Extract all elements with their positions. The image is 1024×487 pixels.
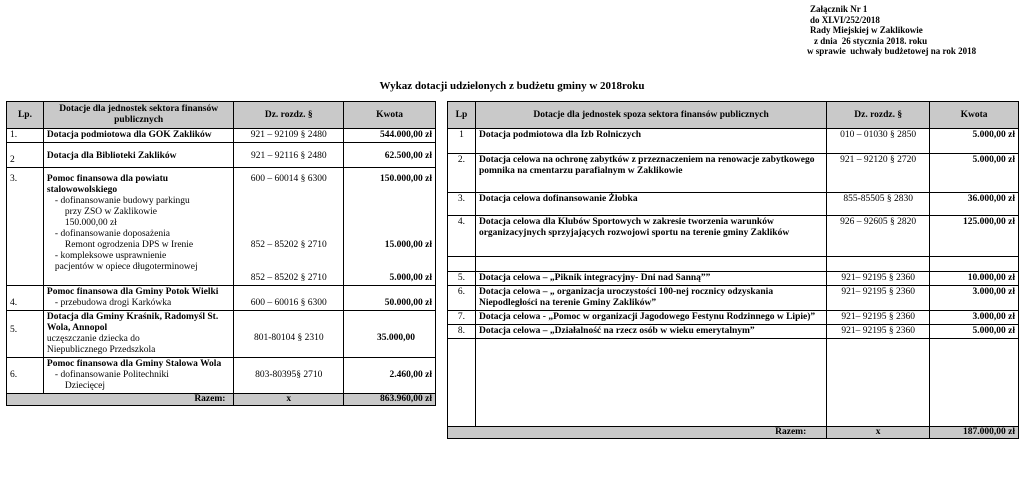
total-code: x: [234, 394, 344, 406]
row-subitem: pacjentów w opiece długoterminowej: [54, 262, 198, 272]
table-row: [448, 193, 1019, 216]
row-amount: 2.460,00 zł: [344, 358, 436, 394]
row-lp: 3.: [448, 193, 476, 216]
row-code: 921– 92195 § 2360: [827, 286, 930, 311]
attachment-line-1: Załącznik Nr 1: [810, 4, 868, 14]
table-row: [448, 311, 1019, 325]
row-lp: 8.: [448, 325, 476, 339]
row-amount: 5.000,00 zł: [930, 129, 1019, 154]
table-row: [448, 286, 1019, 311]
row-lp: 1: [448, 129, 476, 154]
row-desc: Pomoc finansowa dla Gminy Stalowa Wola: [46, 359, 222, 369]
row-subitem: uczęszczanie dziecka do: [46, 334, 140, 344]
row-desc: Dotacja celowa – „ organizacja uroczystości 100-nej rocznicy odzyskania Niepodległości na terenie Gminy Zaklików”: [475, 286, 826, 311]
row-subitem: przy ZSO w Zaklikowie: [64, 207, 157, 217]
row-subitem: - dofinansowanie doposażenia: [54, 229, 170, 239]
row-desc: Dotacja dla Biblioteki Zaklików: [43, 143, 234, 168]
row-amount: 125.000,00 zł: [930, 216, 1019, 257]
row-code: 855-85505 § 2830: [827, 193, 930, 216]
row-subitem: - dofinansowanie Politechniki: [54, 370, 169, 380]
row-desc: Dotacja celowa – „Działalność na rzecz osób w wieku emerytalnym”: [475, 325, 826, 339]
row-subitem: Niepublicznego Przedszkola: [46, 345, 156, 355]
row-code: 803-80395§ 2710: [234, 358, 344, 394]
row-amount: 5.000,00 zł: [930, 154, 1019, 193]
non-public-sector-grants-table: [447, 101, 1019, 439]
row-lp: 3.: [7, 168, 44, 286]
row-lp: 4.: [448, 216, 476, 257]
header-lp: Lp: [448, 102, 476, 129]
header-code: Dz. rozdz. §: [827, 102, 930, 129]
table-row: [7, 311, 436, 358]
total-amount: 187.000,00 zł: [930, 427, 1019, 439]
row-amount: 3.000,00 zł: [930, 286, 1019, 311]
row-desc: Dotacja celowa dofinansowanie Żłobka: [475, 193, 826, 216]
row-lp: 6.: [448, 286, 476, 311]
row-lp: 7.: [448, 311, 476, 325]
row-subitem: - kompleksowe usprawnienie: [54, 251, 167, 261]
row-amount: 3.000,00 zł: [930, 311, 1019, 325]
row-amount: 62.500,00 zł: [344, 143, 436, 168]
attachment-line-3: Rady Miejskiej w Zaklikowie: [810, 25, 923, 35]
row-desc: Dotacja dla Gminy Kraśnik, Radomyśl St. Wola, Annopol: [46, 312, 219, 333]
header-amount: Kwota: [930, 102, 1019, 129]
row-amount: 150.000,00 zł: [380, 174, 432, 184]
row-amount: 5.000,00 zł: [930, 325, 1019, 339]
row-desc: Dotacja celowa dla Klubów Sportowych w zakresie tworzenia warunków organizacyjnych sprzyjających rozwojowi sportu na terenie gminy Zaklików: [475, 216, 826, 257]
header-desc: Dotacje dla jednostek spoza sektora finansów publicznych: [475, 102, 826, 129]
row-amount: 5.000,00 zł: [389, 273, 432, 283]
attachment-line-5: w sprawie uchwały budżetowej na rok 2018: [807, 46, 977, 56]
row-code: 600 – 60016 § 6300: [234, 286, 344, 311]
row-amount: 36.000,00 zł: [930, 193, 1019, 216]
table-row: [7, 129, 436, 143]
total-label: Razem:: [7, 394, 234, 406]
table-row: [448, 325, 1019, 339]
row-code: 921 – 92109 § 2480: [234, 129, 344, 143]
row-subitem: - dofinansowanie budowy parkingu: [54, 196, 190, 206]
row-lp: 5.: [7, 311, 44, 358]
row-subitem: Dziecięcej: [64, 381, 105, 391]
total-row: [448, 427, 1019, 439]
row-desc: Dotacja celowa - „Pomoc w organizacji Jagodowego Festynu Rodzinnego w Lipie)”: [475, 311, 826, 325]
row-amount: 544.000,00 zł: [344, 129, 436, 143]
attachment-line-2: do XLVI/252/2018: [810, 14, 880, 25]
row-desc: Dotacja podmiotowa dla GOK Zaklików: [43, 129, 234, 143]
table-row: [448, 129, 1019, 154]
row-desc: Pomoc finansowa dla Gminy Potok Wielki: [46, 287, 219, 297]
row-amount: 35.000,00: [344, 311, 436, 358]
header-lp: Lp.: [7, 102, 44, 129]
row-code: 921– 92195 § 2360: [827, 311, 930, 325]
row-desc: Pomoc finansowa dla powiatu stalowowolskiego: [46, 174, 169, 195]
attachment-note: [807, 4, 977, 57]
header-desc: Dotacje dla jednostek sektora finansów publicznych: [43, 102, 234, 129]
page-title: Wykaz dotacji udzielonych z budżetu gminy w 2018roku: [379, 80, 645, 92]
row-lp: 4.: [7, 286, 44, 311]
row-code: 801-80104 § 2310: [234, 311, 344, 358]
row-amount: 10.000,00 zł: [930, 272, 1019, 286]
empty-row: [448, 339, 1019, 427]
table-row: [448, 272, 1019, 286]
row-lp: 5.: [448, 272, 476, 286]
total-label: Razem:: [448, 427, 827, 439]
header-amount: Kwota: [344, 102, 436, 129]
row-amount: 15.000,00 zł: [384, 240, 432, 250]
row-desc: Dotacja celowa na ochronę zabytków z przeznaczeniem na renowacje zabytkowego pomnika na cmentarzu parafialnym w Zaklikowie: [475, 154, 826, 193]
row-lp: 2: [7, 143, 44, 168]
row-desc: Dotacja podmiotowa dla Izb Rolniczych: [475, 129, 826, 154]
attachment-line-4: z dnia 26 stycznia 2018. roku: [814, 35, 928, 46]
row-code: 600 – 60014 § 6300: [250, 174, 327, 184]
table-row: [7, 286, 436, 311]
row-subitem: 150.000,00 zł: [64, 218, 117, 228]
row-subitem: Remont ogrodzenia DPS w Irenie: [64, 240, 194, 250]
row-code: 921 – 92120 § 2720: [827, 154, 930, 193]
header-code: Dz. rozdz. §: [234, 102, 344, 129]
row-lp: 1.: [7, 129, 44, 143]
table-row: [448, 216, 1019, 257]
table-row: [448, 154, 1019, 193]
row-code: 852 – 85202 § 2710: [250, 240, 327, 250]
table-row: [7, 168, 436, 286]
total-amount: 863.960,00 zł: [344, 394, 436, 406]
table-header-row: [7, 102, 436, 129]
table-row: [7, 143, 436, 168]
total-code: x: [827, 427, 930, 439]
row-code: 852 – 85202 § 2710: [250, 273, 327, 283]
row-lp: 6.: [7, 358, 44, 394]
row-code: 921 – 92116 § 2480: [234, 143, 344, 168]
row-code: 921– 92195 § 2360: [827, 325, 930, 339]
table-header-row: [448, 102, 1019, 129]
row-desc: Dotacja celowa – „Piknik integracyjny- Dni nad Sanną””: [475, 272, 826, 286]
row-amount: 50.000,00 zł: [344, 286, 436, 311]
spacer-row: [448, 257, 1019, 272]
row-code: 921– 92195 § 2360: [827, 272, 930, 286]
total-row: [7, 394, 436, 406]
public-sector-grants-table: [6, 101, 436, 406]
row-subitem: - przebudowa drogi Karkówka: [54, 298, 172, 308]
row-code: 926 – 92605 § 2820: [827, 216, 930, 257]
row-code: 010 – 01030 § 2850: [827, 129, 930, 154]
table-row: [7, 358, 436, 394]
row-lp: 2.: [448, 154, 476, 193]
